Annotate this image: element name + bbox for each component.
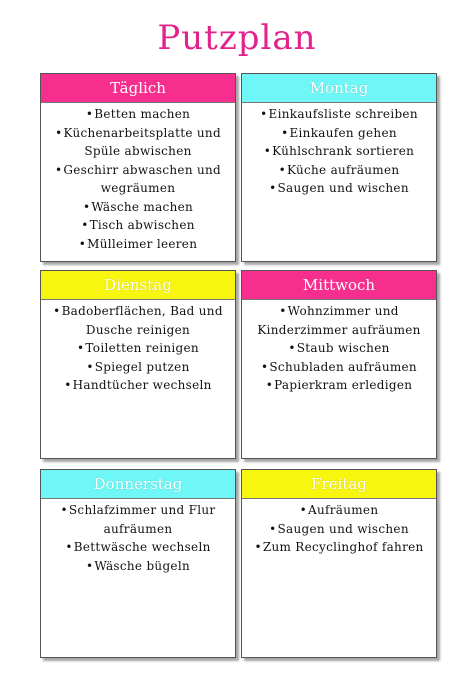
card-donnerstag: [40, 469, 236, 658]
list-item: • Kühlschrank sortieren: [246, 142, 432, 161]
list-item: • Wohnzimmer und Kinderzimmer aufräumen: [246, 302, 432, 339]
task-list: [242, 103, 436, 198]
list-item: • Toiletten reinigen: [45, 339, 231, 358]
card-heading: Täglich: [41, 74, 235, 103]
task-list: [41, 499, 235, 575]
task-list: [242, 499, 436, 557]
list-item: • Saugen und wischen: [246, 179, 432, 198]
card-dienstag: [40, 270, 236, 459]
card-freitag: [241, 469, 437, 658]
page-title: Putzplan: [157, 18, 317, 58]
list-item: • Bettwäsche wechseln: [45, 538, 231, 557]
list-item: • Saugen und wischen: [246, 520, 432, 539]
list-item: • Einkaufsliste schreiben: [246, 105, 432, 124]
list-item: • Handtücher wechseln: [45, 376, 231, 395]
task-list: [41, 300, 235, 395]
list-item: • Papierkram erledigen: [246, 376, 432, 395]
list-item: • Zum Recyclinghof fahren: [246, 538, 432, 557]
list-item: • Tisch abwischen: [45, 216, 231, 235]
card-heading: Mittwoch: [242, 271, 436, 300]
card-heading: Freitag: [242, 470, 436, 499]
list-item: • Spiegel putzen: [45, 358, 231, 377]
card-taeglich: [40, 73, 236, 262]
list-item: • Wäsche machen: [45, 198, 231, 217]
task-list: [242, 300, 436, 395]
list-item: • Aufräumen: [246, 501, 432, 520]
list-item: • Wäsche bügeln: [45, 557, 231, 576]
card-mittwoch: [241, 270, 437, 459]
list-item: • Schubladen aufräumen: [246, 358, 432, 377]
card-heading: Dienstag: [41, 271, 235, 300]
list-item: • Betten machen: [45, 105, 231, 124]
card-heading: Donnerstag: [41, 470, 235, 499]
list-item: • Staub wischen: [246, 339, 432, 358]
list-item: • Badoberflächen, Bad und Dusche reinigen: [45, 302, 231, 339]
list-item: • Einkaufen gehen: [246, 124, 432, 143]
card-montag: [241, 73, 437, 262]
list-item: • Schlafzimmer und Flur aufräumen: [45, 501, 231, 538]
card-heading: Montag: [242, 74, 436, 103]
list-item: • Küche aufräumen: [246, 161, 432, 180]
task-list: [41, 103, 235, 253]
list-item: • Mülleimer leeren: [45, 235, 231, 254]
list-item: • Küchenarbeitsplatte und Spüle abwischen: [45, 124, 231, 161]
list-item: • Geschirr abwaschen und wegräumen: [45, 161, 231, 198]
